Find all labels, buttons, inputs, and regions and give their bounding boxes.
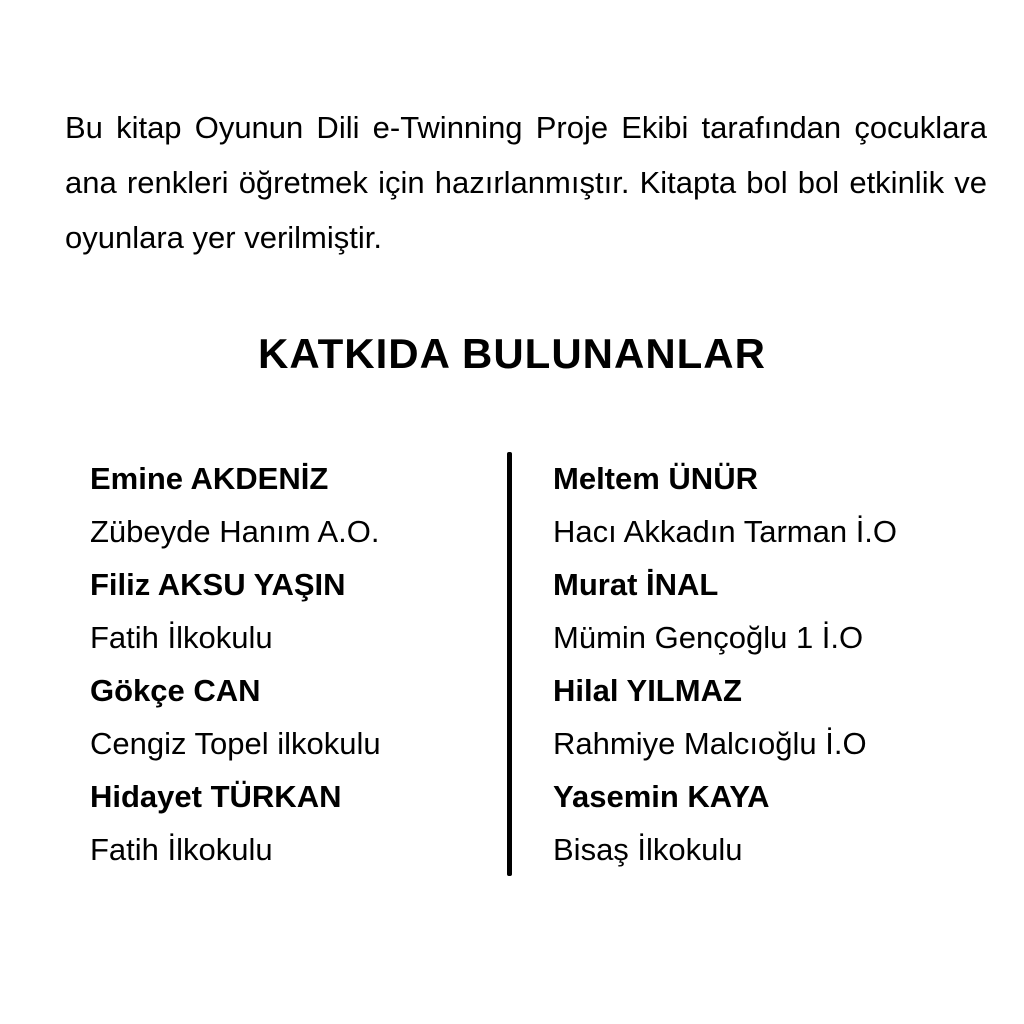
contributor-name: Hidayet TÜRKAN xyxy=(90,779,342,814)
contributor-name: Murat İNAL xyxy=(553,567,719,602)
contributor-school: Cengiz Topel ilkokulu xyxy=(90,726,381,761)
contributor-entry xyxy=(90,770,507,876)
contributors-section xyxy=(0,452,1024,876)
contributors-heading: KATKIDA BULUNANLAR xyxy=(258,330,766,377)
contributor-entry xyxy=(553,558,897,664)
contributor-school: Fatih İlkokulu xyxy=(90,620,273,655)
contributor-name: Meltem ÜNÜR xyxy=(553,461,758,496)
contributor-name: Emine AKDENİZ xyxy=(90,461,329,496)
contributor-entry xyxy=(553,452,897,558)
contributor-name: Yasemin KAYA xyxy=(553,779,770,814)
contributor-school: Fatih İlkokulu xyxy=(90,832,273,867)
contributor-name: Filiz AKSU YAŞIN xyxy=(90,567,346,602)
contributors-right-column xyxy=(553,452,897,876)
contributor-name: Gökçe CAN xyxy=(90,673,261,708)
contributor-entry xyxy=(90,664,507,770)
contributors-left-column xyxy=(90,452,507,876)
contributor-school: Zübeyde Hanım A.O. xyxy=(90,514,380,549)
intro-paragraph: Bu kitap Oyunun Dili e-Twinning Proje Ekibi tarafından çocuklara ana renkleri öğretmek için hazırlanmıştır. Kitapta bol bol etkinlik ve oyunlara yer verilmiştir. xyxy=(65,110,987,255)
contributor-entry xyxy=(90,558,507,664)
contributor-entry xyxy=(90,452,507,558)
contributor-school: Rahmiye Malcıoğlu İ.O xyxy=(553,726,867,761)
contributor-school: Hacı Akkadın Tarman İ.O xyxy=(553,514,898,549)
contributor-entry xyxy=(553,770,897,876)
column-divider xyxy=(507,452,512,876)
contributor-school: Mümin Gençoğlu 1 İ.O xyxy=(553,620,864,655)
contributor-school: Bisaş İlkokulu xyxy=(553,832,743,867)
contributor-name: Hilal YILMAZ xyxy=(553,673,742,708)
contributor-entry xyxy=(553,664,897,770)
